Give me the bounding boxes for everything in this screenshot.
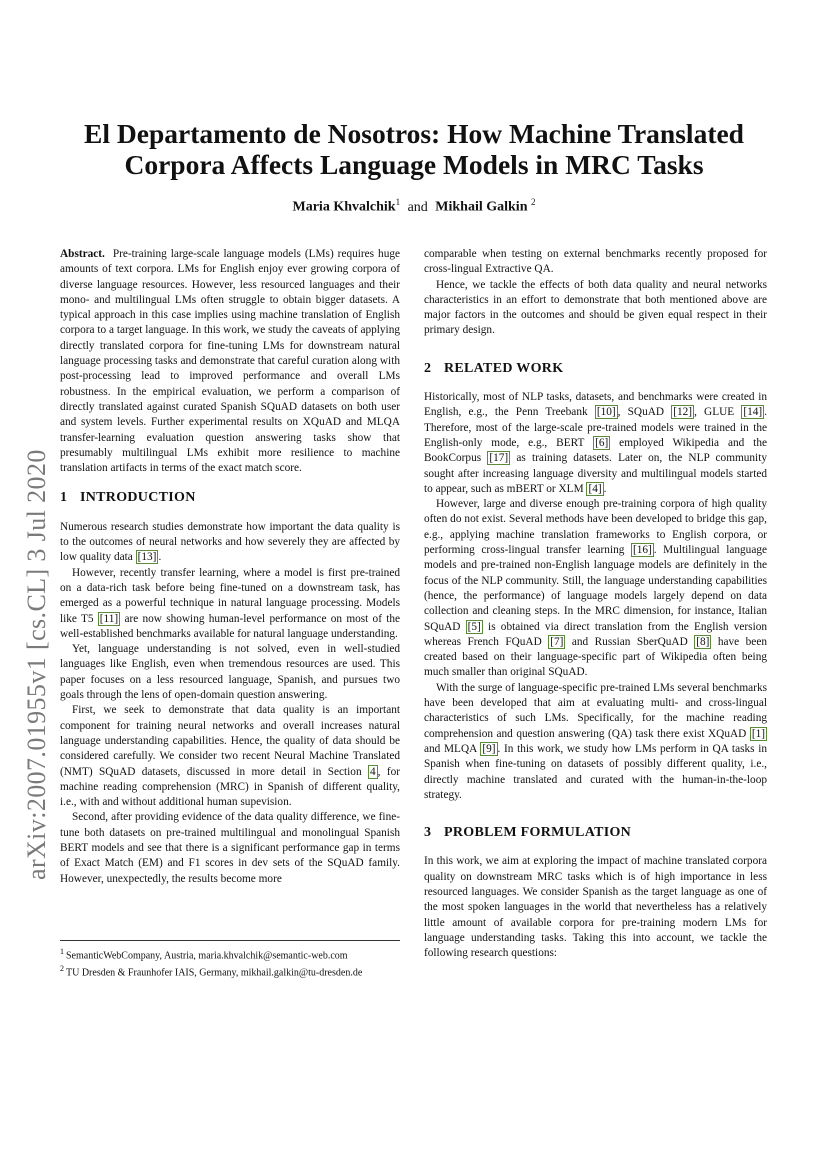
citation-link[interactable]: [12] <box>673 406 693 419</box>
section-reference-link[interactable]: 4 <box>369 765 376 778</box>
abstract-label: Abstract. <box>60 248 105 260</box>
intro-paragraph-1 <box>60 520 400 566</box>
related-work-paragraph-1 <box>424 390 767 497</box>
citation-link[interactable]: [5] <box>467 620 481 633</box>
citation-link[interactable]: [4] <box>588 482 602 495</box>
section-heading-related-work <box>424 361 767 376</box>
citation-link[interactable]: [13] <box>137 551 157 564</box>
footnote-text: TU Dresden & Fraunhofer IAIS, Germany, mikhail.galkin@tu-dresden.de <box>66 967 363 979</box>
footnote-2 <box>60 962 400 979</box>
section-number: 2 <box>424 360 432 376</box>
paragraph-text: , GLUE <box>694 406 742 419</box>
section-title: RELATED WORK <box>444 360 564 376</box>
paragraph-text: and Russian SberQuAD <box>565 635 695 648</box>
paragraph-text: . <box>158 551 162 564</box>
intro-paragraph-3: Yet, language understanding is not solved, even in well-studied languages like English, even when tremendous resources are used. This paper focuses on a less resourced language, Spanish, and pursues two goals through the lens of open-domain question answering. <box>60 643 400 702</box>
paragraph-text: Numerous research studies demonstrate how important the data quality is to the outcomes of neural networks and how severely they are affected by low quality data <box>60 520 400 564</box>
paragraph-text: have been created based on their language-specific part of Wikipedia often being much smaller than original SQuAD. <box>424 635 767 679</box>
section-heading-introduction <box>60 490 400 505</box>
footnote-mark: 2 <box>60 964 64 974</box>
related-work-paragraph-3 <box>424 681 767 803</box>
paragraph-text: With the surge of language-specific pre-trained LMs several benchmarks have been developed that aim at evaluating multi- and cross-lingual characteristics of such LMs. Specifically, for the machine reading comprehension and question answering (QA) task there exist XQuAD <box>424 681 767 740</box>
paragraph-text: . <box>603 482 607 495</box>
related-work-paragraph-2 <box>424 497 767 681</box>
intro-paragraph-2 <box>60 566 400 642</box>
paper-title: El Departamento de Nosotros: How Machine Translated Corpora Affects Language Models in MRC Tasks <box>84 118 744 180</box>
section-number: 3 <box>424 825 432 841</box>
paragraph-text: First, we seek to demonstrate that data quality is an important component for training neural networks and overall increases natural language understanding capabilities. Hence, the quality of data should be considered carefully. We consider two recent Neural Machine Translated (NMT) SQuAD datasets, discussed in more detail in Section <box>60 704 400 778</box>
citation-link[interactable]: [8] <box>696 635 710 648</box>
author-2-name: Mikhail Galkin <box>435 199 528 215</box>
arxiv-identifier-stamp <box>22 380 51 880</box>
paragraph-text: as training datasets. Later on, the NLP community sought after increasing language diversity and multilingual models started to appear, such as mBERT or XLM <box>424 452 767 495</box>
arxiv-identifier-text: arXiv:2007.01955v1 [cs.CL] 3 Jul 2020 <box>22 449 51 880</box>
abstract <box>60 247 400 476</box>
footnote-mark: 1 <box>60 947 64 956</box>
paragraph-text: , SQuAD <box>617 406 672 419</box>
right-column <box>424 247 767 961</box>
section-title: PROBLEM FORMULATION <box>444 825 632 841</box>
citation-link[interactable]: [7] <box>550 635 564 648</box>
footnote-text: SemanticWebCompany, Austria, maria.khvalchik@semantic-web.com <box>66 950 348 962</box>
intro-paragraph-6: Hence, we tackle the effects of both data quality and neural networks characteristics in an effort to demonstrate that both mentioned above are major factors in the outcomes and should be given equal respect in their primary design. <box>424 278 767 337</box>
paragraph-text: are now showing human-level performance on most of the well-established benchmarks available for natural language understanding. <box>60 612 401 640</box>
section-number: 1 <box>60 490 68 506</box>
paragraph-text: . Therefore, most of the large-scale pre-trained models were trained in the English-only mode, e.g., BERT <box>424 406 768 449</box>
paragraph-text: and MLQA <box>424 742 481 755</box>
author-conjunction: and <box>407 199 428 215</box>
author-2-footnote-mark: 2 <box>530 197 536 207</box>
abstract-text: Pre-training large-scale language models (LMs) requires huge amounts of text corpora. LMs for English enjoy ever growing corpora of diverse language resources. However, less resourced languages and their mono- and multilingual LMs often struggle to obtain bigger datasets. A typical approach in this case implies using machine translation of English corpora to a target language. In this work, we study the caveats of applying directly translated corpora for fine-tuning LMs for downstream natural language processing tasks and demonstrate that careful curation along with post-processing lead to improved performance and overall LMs robustness. In the empirical evaluation, we perform a comparison of directly translated against curated Spanish SQuAD datasets on both user and system levels. Further experimental results on XQuAD and MLQA transfer-learning evaluation question answering tasks show that presumably multilingual LMs exhibit more resilience to machine translation artifacts in terms of the exact match score. <box>60 248 401 475</box>
footnote-1 <box>60 945 400 962</box>
paragraph-text: However, large and diverse enough pre-training corpora of high quality often do not exist. Several methods have been developed to bridge this gap, e.g., applying machine translation frameworks to English corpora, or performing cross-lingual transfer learning <box>424 498 767 557</box>
citation-link[interactable]: [1] <box>751 727 765 740</box>
section-title: INTRODUCTION <box>80 490 196 506</box>
citation-link[interactable]: [17] <box>489 452 509 465</box>
intro-paragraph-5: Second, after providing evidence of the data quality difference, we fine-tune both datasets on pre-trained multilingual and monolingual Spanish BERT models and see that there is a significant performance gap in terms of Exact Match (EM) and F1 scores in dev sets of the SQuAD family. However, unexpectedly, the results become more <box>60 811 400 885</box>
citation-link[interactable]: [11] <box>99 612 119 625</box>
section-heading-problem-formulation <box>424 825 767 840</box>
citation-link[interactable]: [14] <box>743 406 763 419</box>
intro-continued-paragraph: comparable when testing on external benchmarks recently proposed for cross-lingual Extractive QA. <box>424 248 767 276</box>
footnotes <box>60 940 400 980</box>
paragraph-text: . In this work, we study how LMs perform in QA tasks in Spanish when fine-tuning on datasets of possibly different quality, i.e., directly machine translated and curated with the human-in-the-loop strategy. <box>424 742 767 801</box>
citation-link[interactable]: [6] <box>595 436 609 449</box>
paragraph-text: is obtained via direct translation from the English version whereas French FQuAD <box>424 620 768 648</box>
citation-link[interactable]: [10] <box>596 406 616 419</box>
paragraph-text: However, recently transfer learning, where a model is first pre-trained on a data-rich task before being fine-tuned on a downstream task, has emerged as a powerful technique in natural language processing. Models like T5 <box>60 566 400 625</box>
paragraph-text: . Multilingual language models and pre-trained non-English language models are definitely in the focus of the NLP community. Still, the language understanding capabilities (hence, the performance) of language models largely depend on data collection and cleaning steps. In the MRC dimension, for instance, Italian SQuAD <box>424 544 767 633</box>
paragraph-text: Historically, most of NLP tasks, datasets, and benchmarks were created in English, e.g., the Penn Treebank <box>424 391 767 419</box>
intro-paragraph-4 <box>60 703 400 810</box>
author-1-name: Maria Khvalchik <box>292 199 396 215</box>
paragraph-text: employed Wikipedia and the BookCorpus <box>424 436 767 465</box>
left-column <box>60 247 400 887</box>
citation-link[interactable]: [16] <box>632 544 652 557</box>
paragraph-text: , for machine reading comprehension (MRC) in Spanish of different quality, i.e., with and without additional human supevision. <box>60 765 400 809</box>
author-1-footnote-mark: 1 <box>395 197 401 207</box>
problem-formulation-paragraph: In this work, we aim at exploring the impact of machine translated corpora quality on downstream MRC tasks which is of high importance in less resourced languages. We consider Spanish as the target language as one of the most spoken languages in the world that nevertheless has a relatively little amount of available corpora for pre-training modern LMs for language understanding tasks. Taking this into account, we tackle the following research questions: <box>424 855 767 960</box>
author-line <box>60 197 768 216</box>
footnote-rule <box>60 940 400 941</box>
citation-link[interactable]: [9] <box>482 742 496 755</box>
